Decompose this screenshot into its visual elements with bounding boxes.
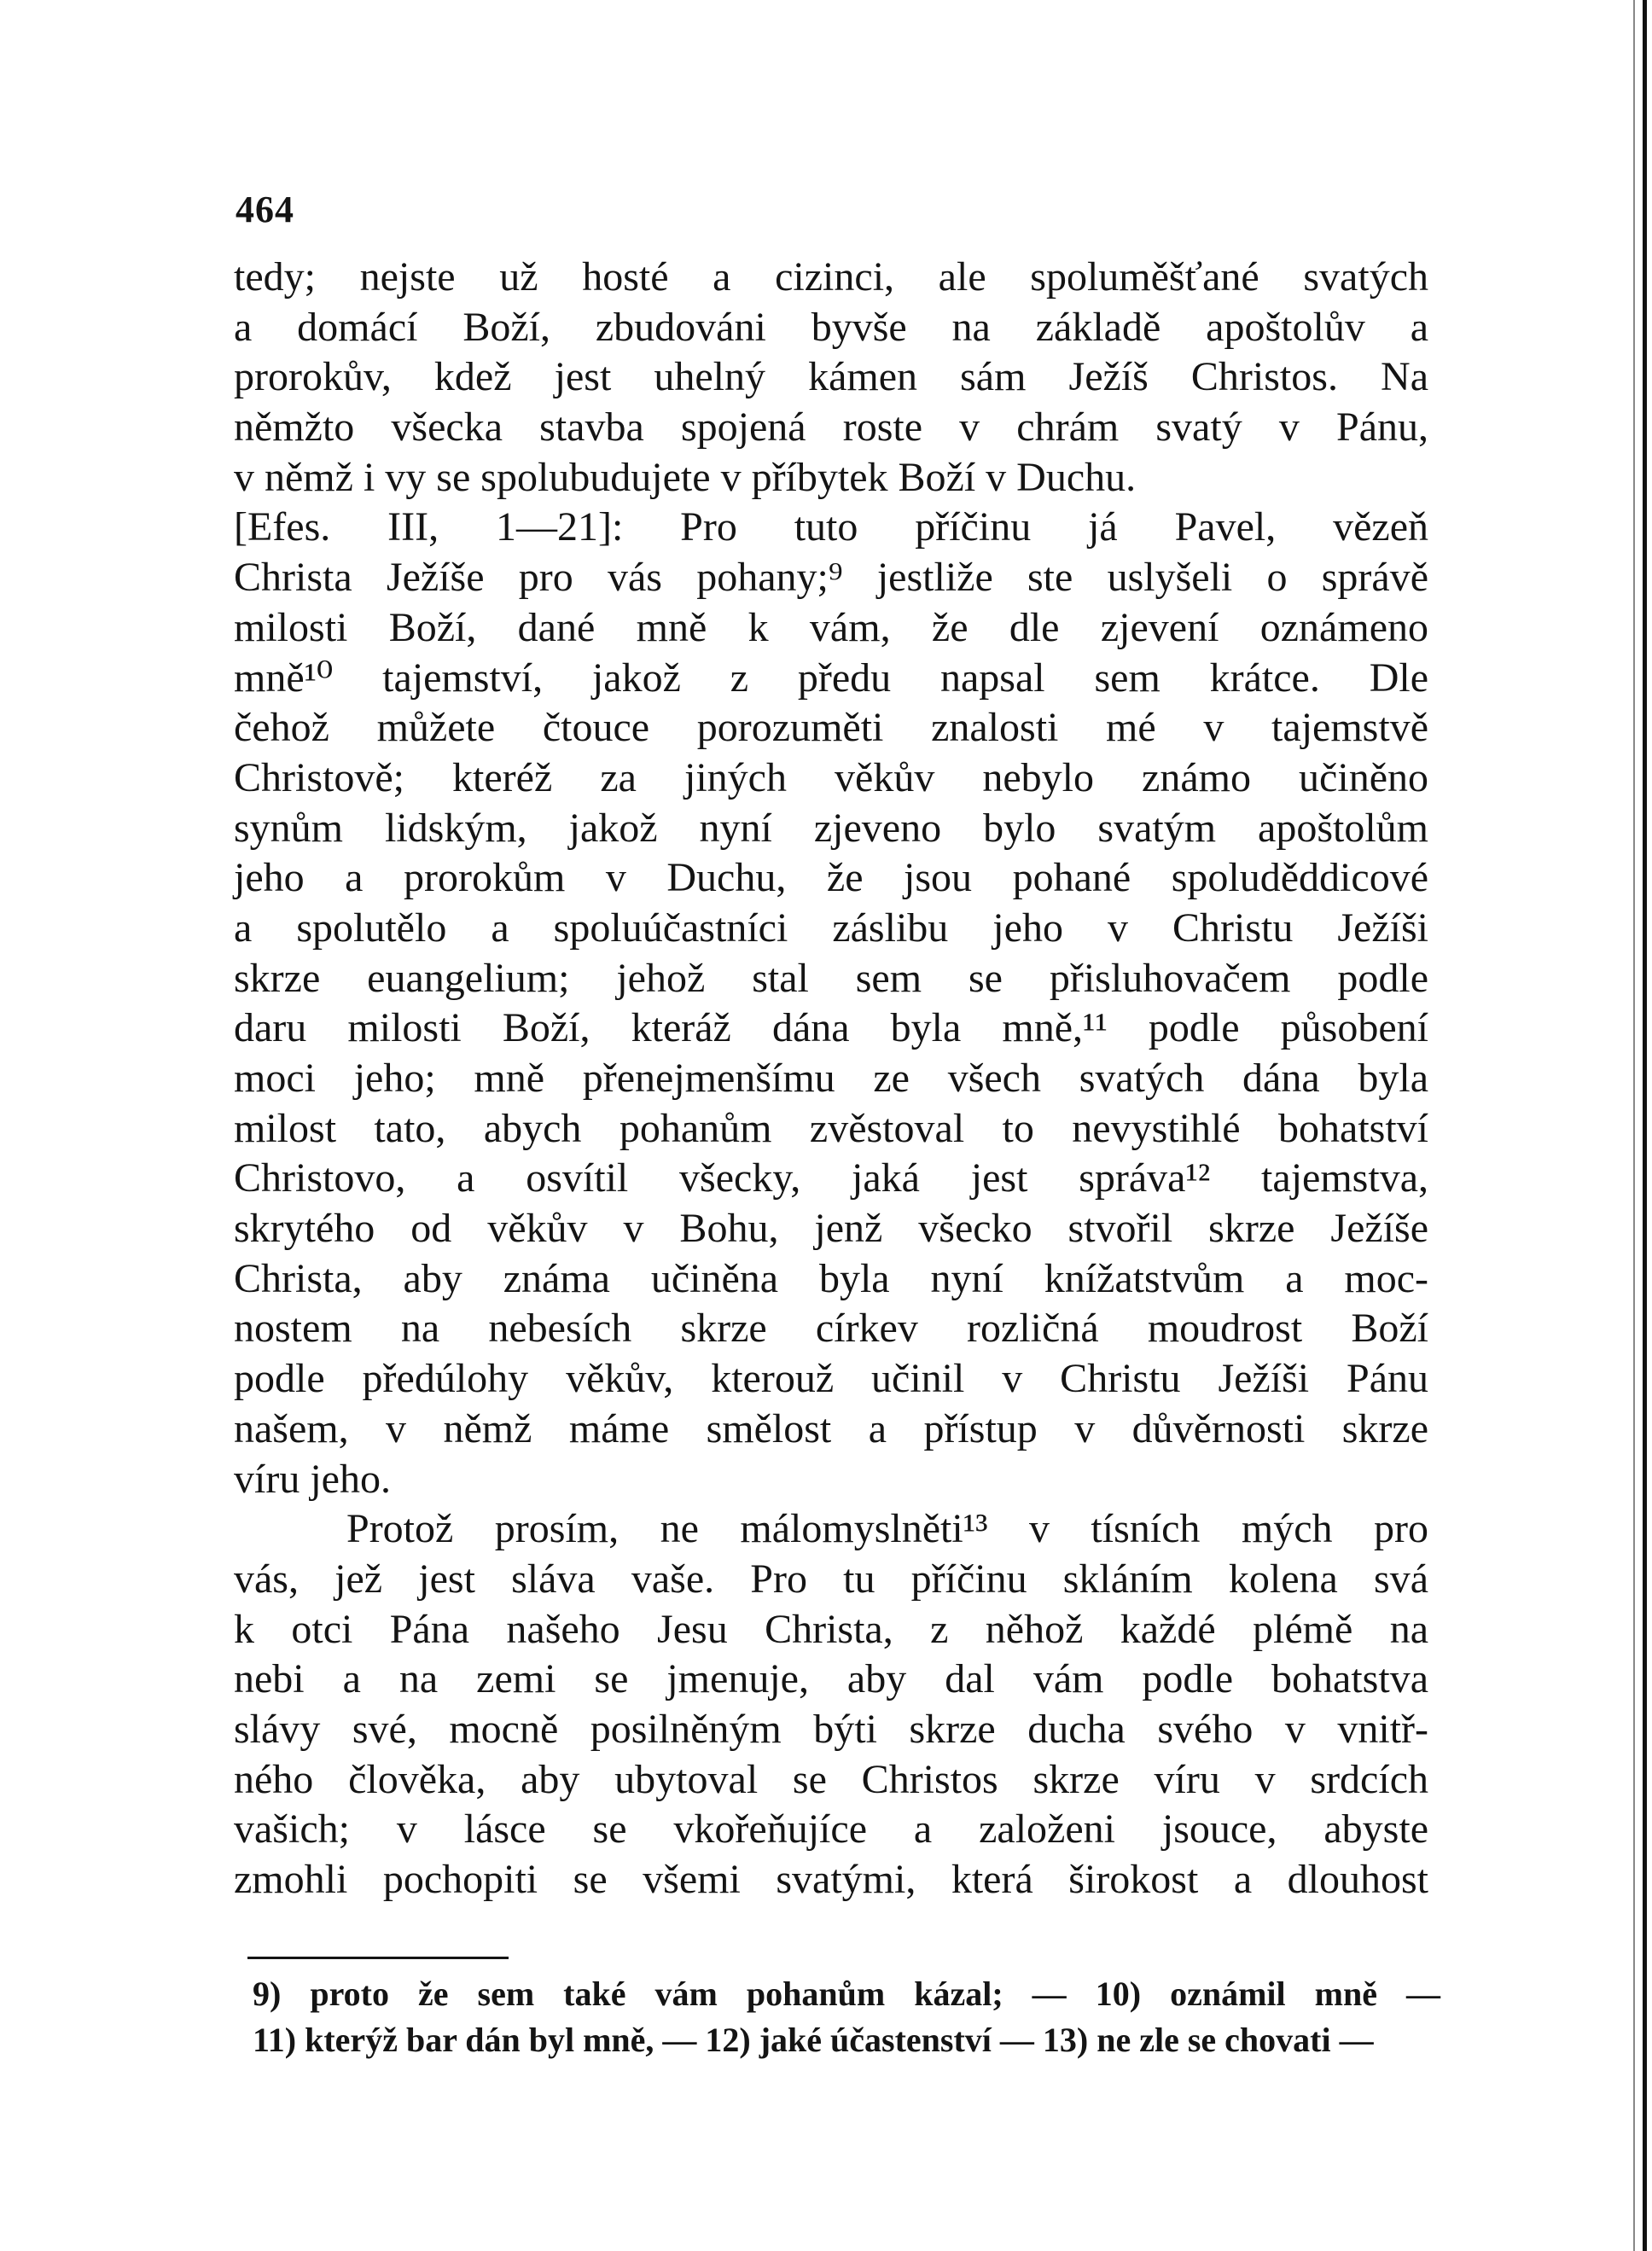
- text-line: k otci Pána našeho Jesu Christa, z něhož každé plémě na: [234, 1606, 1428, 1652]
- text-line: milosti Boží, dané mně k vám, že dle zjevení oznámeno: [234, 604, 1428, 650]
- text-line: víru jeho.: [234, 1456, 391, 1502]
- text-line-paragraph-start: Protož prosím, ne málomyslněti¹³ v tísních mých pro: [346, 1506, 1428, 1552]
- text-line: jeho a prorokům v Duchu, že jsou pohané spoluděddicové: [234, 855, 1428, 901]
- text-line: čehož můžete čtouce porozuměti znalosti mé v tajemstvě: [234, 705, 1428, 751]
- footnotes: [253, 1971, 1440, 2063]
- text-line: podle předúlohy věkův, kterouž učinil v Christu Ježíši Pánu: [234, 1356, 1428, 1402]
- text-line: moci jeho; mně přenejmenšímu ze všech svatých dána byla: [234, 1056, 1428, 1101]
- text-line: ného člověka, aby ubytoval se Christos skrze víru v srdcích: [234, 1756, 1428, 1802]
- text-line: vašich; v lásce se vkořeňujíce a založeni jsouce, abyste: [234, 1806, 1428, 1853]
- text-line: a spolutělo a spoluúčastníci záslibu jeho v Christu Ježíši: [234, 904, 1428, 951]
- text-line: Christa Ježíše pro vás pohany;⁹ jestliže ste uslyšeli o správě: [234, 555, 1428, 601]
- footnote-divider: [247, 1957, 509, 1959]
- main-text: [234, 253, 1428, 1905]
- text-line: němžto všecka stavba spojená roste v chrám svatý v Pánu,: [234, 404, 1428, 451]
- text-line: vás, jež jest sláva vaše. Pro tu příčinu skláním kolena svá: [234, 1556, 1428, 1602]
- footnote-line: 11) kterýž bar dán byl mně, — 12) jaké účastenství — 13) ne zle se chovati —: [253, 2021, 1374, 2059]
- footnote-line: 9) proto že sem také vám pohanům kázal; — 10) oznámil mně —: [253, 1975, 1440, 2013]
- text-line: tedy; nejste už hosté a cizinci, ale spoluměšťané svatých: [234, 254, 1428, 300]
- text-line: a domácí Boží, zbudováni byvše na základě apoštolův a: [234, 304, 1428, 350]
- text-line: nostem na nebesích skrze církev rozličná moudrost Boží: [234, 1306, 1428, 1352]
- text-line: v němž i vy se spolubudujete v příbytek Boží v Duchu.: [234, 454, 1137, 500]
- text-line: slávy své, mocně posilněným býti skrze ducha svého v vnitř-: [234, 1706, 1428, 1752]
- text-line: Christovo, a osvítil všecky, jaká jest správa¹² tajemstva,: [234, 1155, 1428, 1201]
- text-line: synům lidským, jakož nyní zjeveno bylo svatým apoštolům: [234, 805, 1428, 851]
- text-line: Christa, aby známa učiněna byla nyní knížatstvům a moc-: [234, 1255, 1428, 1301]
- text-line: nebi a na zemi se jmenuje, aby dal vám podle bohatstva: [234, 1656, 1428, 1702]
- text-line: daru milosti Boží, kteráž dána byla mně,¹¹ podle působení: [234, 1005, 1428, 1051]
- text-line: Christově; kteréž za jiných věkův nebylo známo učiněno: [234, 754, 1428, 800]
- text-line: [Efes. III, 1—21]: Pro tuto příčinu já Pavel, vězeň: [234, 504, 1428, 550]
- text-line: skrytého od věkův v Bohu, jenž všecko stvořil skrze Ježíše: [234, 1206, 1428, 1252]
- page-edge-shadow: [1633, 0, 1635, 2251]
- page-edge-border: [1643, 0, 1647, 2251]
- text-line: našem, v němž máme smělost a přístup v důvěrnosti skrze: [234, 1405, 1428, 1451]
- text-line: milost tato, abych pohanům zvěstoval to nevystihlé bohatství: [234, 1105, 1428, 1151]
- text-line: skrze euangelium; jehož stal sem se přisluhovačem podle: [234, 955, 1428, 1001]
- text-line: mně¹⁰ tajemství, jakož z předu napsal sem krátce. Dle: [234, 654, 1428, 701]
- page-number: 464: [236, 189, 294, 230]
- text-line: prorokův, kdež jest uhelný kámen sám Ježíš Christos. Na: [234, 354, 1428, 400]
- text-line: zmohli pochopiti se všemi svatými, která širokost a dlouhost: [234, 1857, 1428, 1902]
